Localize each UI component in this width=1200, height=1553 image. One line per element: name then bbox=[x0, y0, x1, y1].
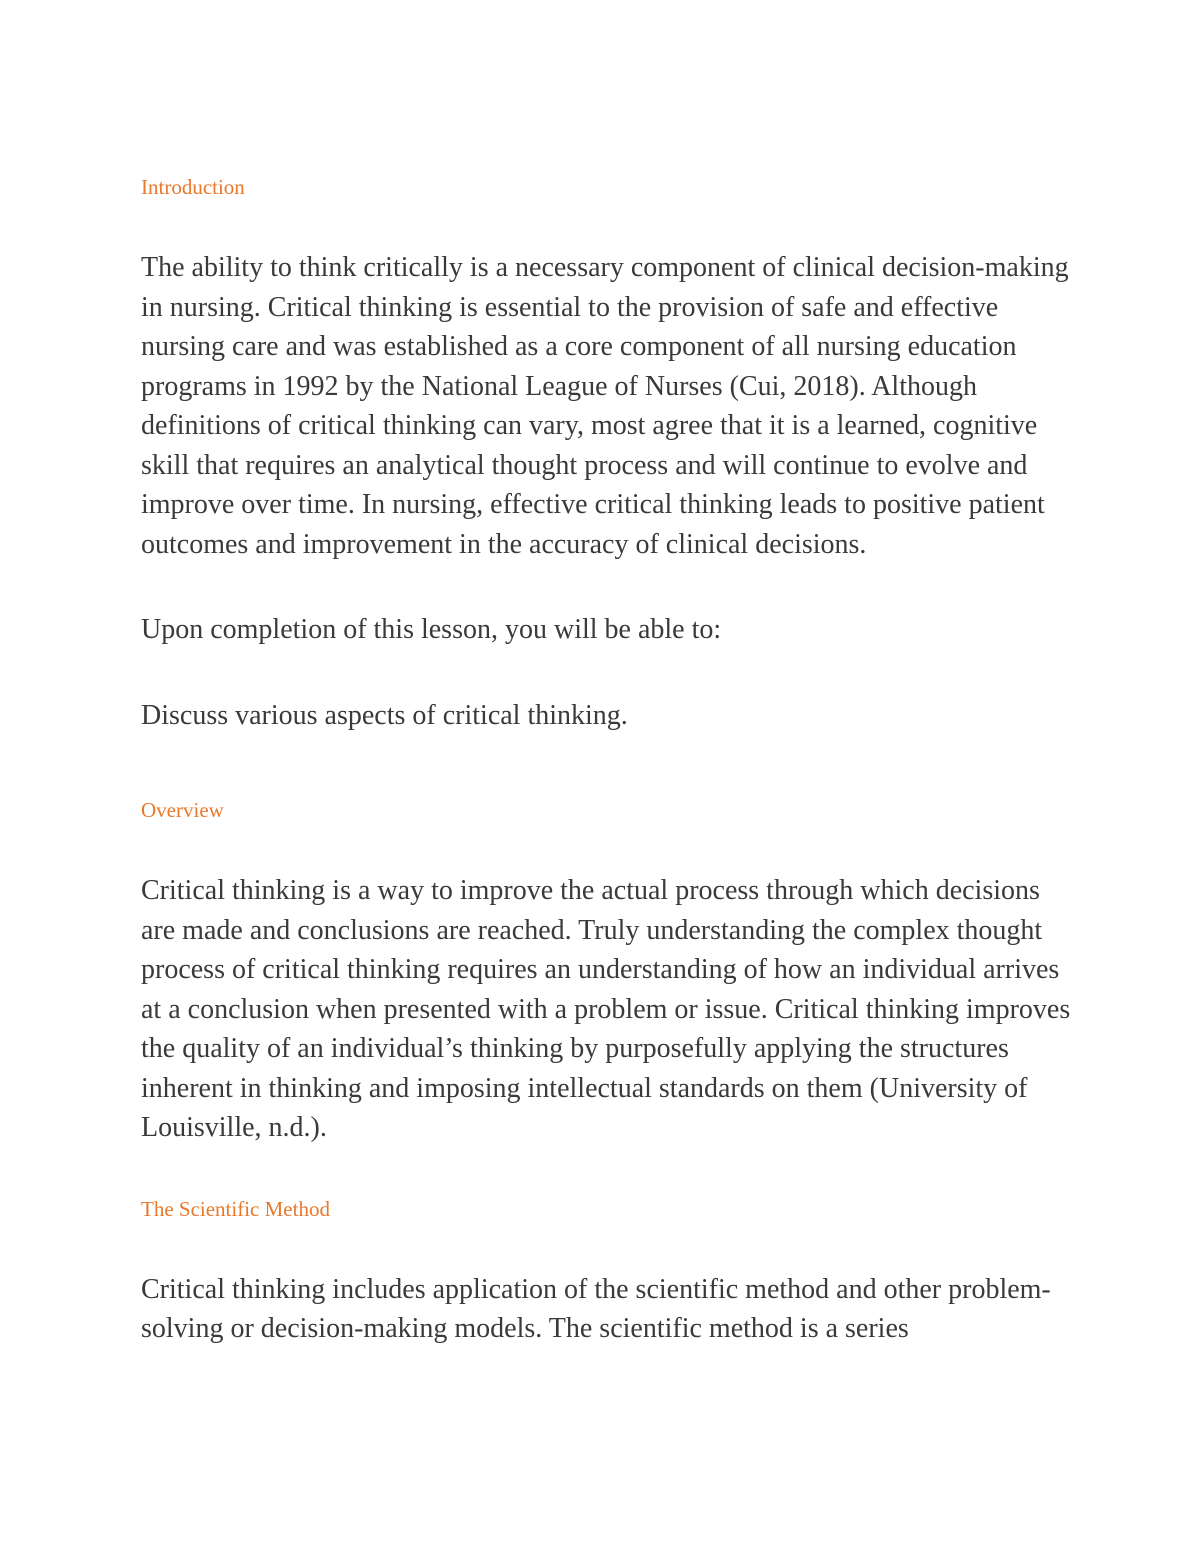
lesson-objective-lead: Upon completion of this lesson, you will be able to: bbox=[141, 614, 722, 645]
intro-paragraph: The ability to think critically is a necessary component of clinical decision-making in nursing. Critical thinking is essential to the provision of safe and effective nursing care and was established as a core component of all nursing education programs in 1992 by the National League of Nurses (Cui, 2018). Although definitions of critical thinking can vary, most agree that it is a learned, cognitive skill that requires an analytical thought process and will continue to evolve and improve over time. In nursing, effective critical thinking leads to positive patient outcomes and improvement in the accuracy of clinical decisions. bbox=[141, 252, 1069, 560]
section-heading-overview: Overview bbox=[141, 798, 224, 822]
document-content bbox=[141, 172, 1071, 1349]
lesson-objective-item: Discuss various aspects of critical thinking. bbox=[141, 699, 628, 731]
section-heading-scientific-method: The Scientific Method bbox=[141, 1196, 330, 1221]
overview-paragraph: Critical thinking is a way to improve the actual process through which decisions are made and conclusions are reached. Truly understanding the complex thought process of critical thinking requires an understanding of how an individual arrives at a conclusion when presented with a problem or issue. Critical thinking improves the quality of an individual’s thinking by purposefully applying the structures inherent in thinking and imposing intellectual standards on them (University of Louisville, n.d.). bbox=[141, 875, 1071, 1143]
scientific-method-paragraph: Critical thinking includes application of the scientific method and other problem-solving or decision-making models. The scientific method is a series bbox=[141, 1273, 1051, 1344]
section-heading-introduction: Introduction bbox=[141, 175, 245, 199]
